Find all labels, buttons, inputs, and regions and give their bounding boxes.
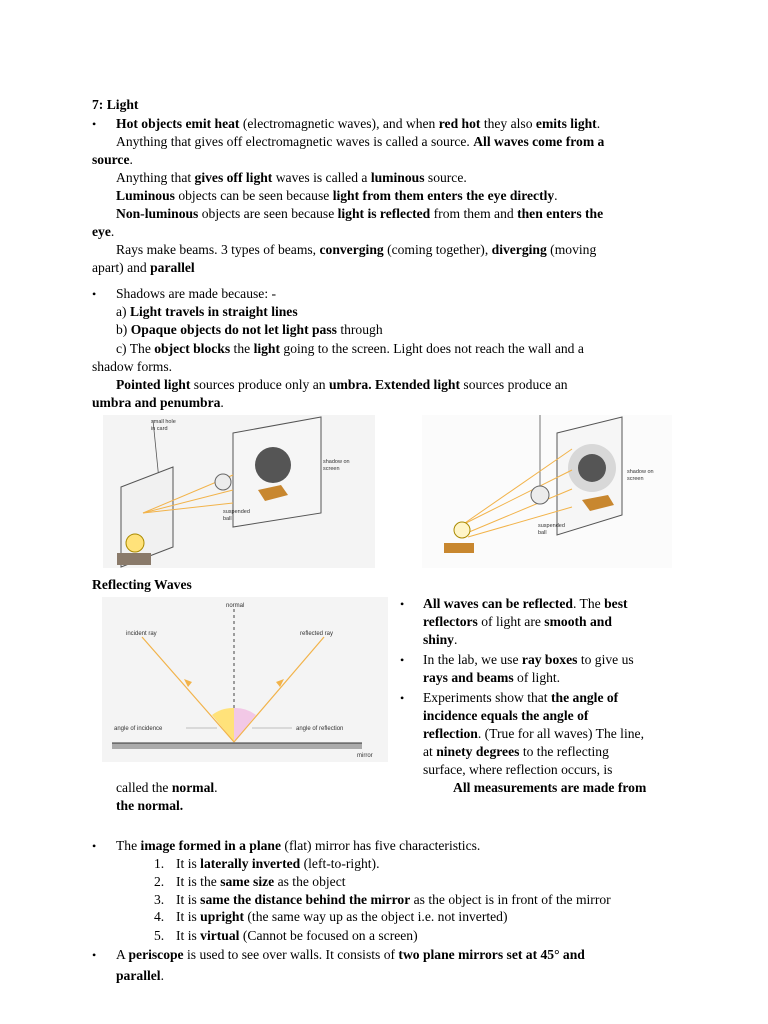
list-item-number: 4. — [154, 909, 165, 924]
reflect-b1-line-3: shiny. — [423, 632, 458, 647]
shadows-c-line-1: c) The object blocks the light going to the screen. Light does not reach the wall and a — [116, 341, 584, 356]
plane-mirror-intro: The image formed in a plane (flat) mirror has five characteristics. — [116, 838, 481, 853]
point-source-shadow-figure — [103, 415, 375, 568]
list-item-number: 3. — [154, 892, 165, 907]
reflect-b3-line-5: surface, where reflection occurs, is — [423, 762, 613, 777]
list-item-number: 2. — [154, 874, 165, 889]
reflect-b3-line-4: at ninety degrees to the reflecting — [423, 744, 609, 759]
list-item: It is upright (the same way up as the object i.e. not inverted) — [176, 909, 508, 924]
reflect-b3-line-1: Experiments show that the angle of — [423, 690, 619, 705]
reflect-b1-line-2: reflectors of light are smooth and — [423, 614, 612, 629]
svg-text:small hole: small hole — [151, 419, 176, 425]
svg-text:normal: normal — [226, 603, 245, 609]
reflect-b2-line-2: rays and beams of light. — [423, 670, 561, 685]
svg-text:ball: ball — [223, 516, 232, 522]
intro-line-4: Anything that gives off light waves is called a luminous source. — [116, 170, 467, 185]
intro-line-3: source. — [92, 152, 133, 167]
list-item: It is virtual (Cannot be focused on a screen) — [176, 928, 418, 943]
reflect-b3-line-2: incidence equals the angle of — [423, 708, 589, 723]
periscope-line-1: A periscope is used to see over walls. It consists of two plane mirrors set at 45° and — [116, 947, 585, 962]
list-item: It is laterally inverted (left-to-right). — [176, 856, 380, 871]
bullet-marker: • — [92, 117, 97, 131]
svg-text:shadow on: shadow on — [323, 459, 350, 465]
bullet-marker: • — [92, 948, 97, 962]
intro-line-6: Non-luminous objects are seen because light is reflected from them and then enters the — [116, 206, 604, 221]
point-source-shadow-diagram — [103, 415, 375, 568]
svg-text:angle of incidence: angle of incidence — [114, 726, 163, 732]
reflect-b2-line-1: In the lab, we use ray boxes to give us — [423, 652, 634, 667]
periscope-line-2: parallel. — [116, 968, 164, 983]
the-normal-line: the normal. — [116, 798, 184, 813]
shadows-intro: Shadows are made because: - — [116, 286, 277, 301]
svg-text:screen: screen — [627, 476, 644, 482]
shadows-a: a) Light travels in straight lines — [116, 304, 298, 319]
reflection-figure — [102, 597, 388, 762]
reflecting-waves-heading: Reflecting Waves — [92, 577, 192, 592]
called-normal-line: called the normal. — [116, 780, 218, 795]
svg-text:reflected ray: reflected ray — [300, 631, 334, 637]
reflect-b3-line-3: reflection. (True for all waves) The line, — [423, 726, 644, 741]
bullet-marker: • — [400, 597, 405, 611]
bullet-marker: • — [400, 653, 405, 667]
bullet-marker: • — [400, 691, 405, 705]
list-item-number: 5. — [154, 928, 165, 943]
reflection-diagram — [102, 597, 388, 762]
svg-text:incident ray: incident ray — [126, 631, 157, 637]
bullet-marker: • — [92, 839, 97, 853]
measurements-line: All measurements are made from — [453, 780, 647, 795]
list-item: It is the same size as the object — [176, 874, 346, 889]
intro-line-1: Hot objects emit heat (electromagnetic waves), and when red hot they also emits light. — [116, 116, 601, 131]
intro-line-8: Rays make beams. 3 types of beams, converging (coming together), diverging (moving — [116, 242, 597, 257]
svg-text:in card: in card — [151, 426, 168, 432]
intro-line-5: Luminous objects can be seen because light from them enters the eye directly. — [116, 188, 558, 203]
svg-text:ball: ball — [538, 530, 547, 536]
svg-text:suspended: suspended — [223, 509, 250, 515]
svg-text:mirror: mirror — [357, 753, 373, 759]
shadows-c-line-2: shadow forms. — [92, 359, 173, 374]
penumbra-line: umbra and penumbra. — [92, 395, 224, 410]
list-item-number: 1. — [154, 856, 165, 871]
intro-line-9: apart) and parallel — [92, 260, 195, 275]
svg-text:shadow on: shadow on — [627, 469, 654, 475]
pointed-light-line: Pointed light sources produce only an umbra. Extended light sources produce an — [116, 377, 568, 392]
intro-line-2: Anything that gives off electromagnetic waves is called a source. All waves come from a — [116, 134, 605, 149]
list-item: It is same the distance behind the mirror as the object is in front of the mirror — [176, 892, 611, 907]
extended-source-shadow-figure — [422, 415, 672, 568]
shadows-b: b) Opaque objects do not let light pass through — [116, 322, 383, 337]
bullet-marker: • — [92, 287, 97, 301]
extended-source-shadow-diagram — [422, 415, 672, 568]
section-heading: 7: Light — [92, 97, 139, 112]
svg-text:angle of reflection: angle of reflection — [296, 726, 344, 732]
reflect-b1-line-1: All waves can be reflected. The best — [423, 596, 628, 611]
svg-text:screen: screen — [323, 466, 340, 472]
intro-line-7: eye. — [92, 224, 115, 239]
svg-text:suspended: suspended — [538, 523, 565, 529]
